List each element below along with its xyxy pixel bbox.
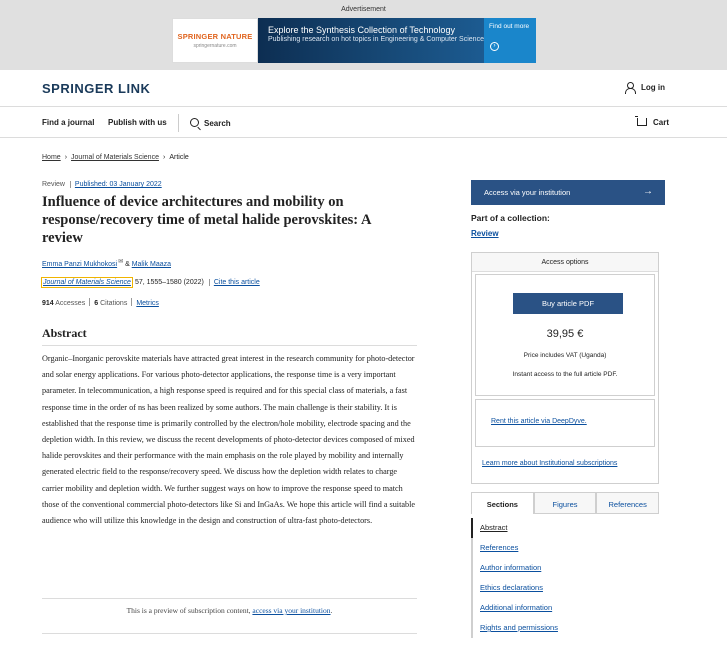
- ad-brand2: NATURE: [220, 32, 253, 41]
- access-options-heading: Access options: [472, 253, 658, 272]
- citations-count: 6: [94, 300, 99, 307]
- ad-brand-url: springernature.com: [193, 43, 237, 49]
- chevron-right-icon: ›: [490, 42, 499, 51]
- cart-label: Cart: [653, 118, 670, 127]
- toc-author-information[interactable]: Author information: [480, 563, 542, 572]
- publish-link[interactable]: Publish with us: [108, 118, 167, 127]
- search-icon: [190, 118, 199, 127]
- ad-headline: Explore the Synthesis Collection of Technology: [268, 25, 455, 35]
- article-meta: [42, 181, 162, 188]
- breadcrumb: [42, 154, 189, 161]
- accesses-count: 914: [42, 300, 54, 307]
- vat-note: Price includes VAT (Uganda): [523, 352, 607, 359]
- login-button[interactable]: [625, 82, 665, 93]
- rent-box: [475, 399, 655, 447]
- journal-link[interactable]: Journal of Materials Science: [43, 279, 131, 286]
- abstract-heading: Abstract: [42, 326, 87, 340]
- preview-notice: [42, 598, 417, 634]
- rent-deepdyve-link[interactable]: Rent this article via DeepDyve.: [491, 418, 587, 425]
- ad-subline: Publishing research on hot topics in Engineering & Computer Science: [268, 36, 484, 43]
- author-separator: &: [125, 261, 130, 268]
- cart-icon: [637, 118, 647, 126]
- arrow-right-icon: →: [643, 186, 653, 197]
- cite-article-link[interactable]: Cite this article: [209, 279, 260, 286]
- toc-additional-information[interactable]: Additional information: [480, 603, 553, 612]
- tab-references[interactable]: References: [596, 492, 659, 514]
- buy-pdf-button[interactable]: Buy article PDF: [513, 293, 623, 314]
- tab-sections[interactable]: Sections: [471, 492, 534, 514]
- ad-banner[interactable]: [172, 18, 536, 63]
- toc-rights-permissions[interactable]: Rights and permissions: [480, 623, 558, 632]
- preview-text: This is a preview of subscription content,: [126, 606, 251, 615]
- envelope-icon[interactable]: ✉: [118, 259, 124, 265]
- author-link[interactable]: Malik Maaza: [131, 261, 171, 268]
- collection-heading: Part of a collection:: [471, 213, 550, 223]
- ad-cta-button[interactable]: [484, 18, 536, 63]
- user-icon: [625, 82, 635, 93]
- instant-access-note: Instant access to the full article PDF.: [512, 371, 618, 378]
- article-type: Review: [42, 181, 65, 188]
- springer-nature-logo: [172, 18, 258, 63]
- abstract-text: Organic–Inorganic perovskite materials have attracted great interest in the research community for photo-detector and solar energy applications. For various photo-detector applications, the response time is a very important parameter. In telecommunication, a high response speed is required and for this special class of materials, a fast response time in the order of ns has been realized by some authors. The main challenge is their stability. It is established that the response time is primarily controlled by the electron/hole mobility, electrode spacing and the depletion width. In this review, we discuss the recent developments of photo-detector devices composed of mixed halide perovskites and their performance with the main emphasis on the role played by mobility and internally generated electric field to the response/recovery speed. We discuss how the depletion width relates to charge carrier mobility and depletion width. We further suggest ways on how to improve the response speed to match those of the conventional commercial photo-detectors like Si and InGaAs. We hope this article will find a suitable audience who will utilize this knowledge in the design and construction of ultra-fast photo-detectors.: [42, 354, 415, 526]
- collection-link[interactable]: Review: [471, 229, 499, 238]
- access-button-label: Access via your institution: [484, 188, 571, 197]
- sections-tabs: [471, 492, 659, 514]
- metrics-divider: [89, 298, 90, 306]
- springer-link-logo[interactable]: SPRINGER LINK: [42, 81, 151, 96]
- volume-info: 57, 1555–1580 (2022): [134, 279, 204, 286]
- toc-abstract[interactable]: Abstract: [471, 518, 659, 538]
- published-date-link[interactable]: Published: 03 January 2022: [70, 181, 162, 188]
- price: 39,95 €: [546, 328, 584, 340]
- citations-label: Citations: [100, 300, 128, 307]
- article-metrics: [42, 298, 159, 307]
- site-header: [0, 70, 727, 107]
- access-institution-link[interactable]: access via your institution: [252, 606, 331, 615]
- login-label: Log in: [641, 83, 665, 92]
- ad-content[interactable]: [258, 18, 484, 63]
- search-button[interactable]: [190, 118, 231, 128]
- accesses-label: Accesses: [55, 300, 86, 307]
- tab-figures[interactable]: Figures: [534, 492, 597, 514]
- breadcrumb-sep: ›: [64, 154, 68, 161]
- search-label: Search: [204, 119, 231, 128]
- nav-divider: [178, 114, 179, 132]
- toc-references[interactable]: References: [480, 543, 519, 552]
- author-link[interactable]: Emma Panzi Mukhokosi: [42, 261, 118, 268]
- ad-label: Advertisement: [341, 6, 386, 13]
- breadcrumb-current: Article: [169, 154, 189, 161]
- breadcrumb-sep: ›: [162, 154, 166, 161]
- ad-cta-label: Find out more: [489, 23, 530, 30]
- cart-button[interactable]: [637, 118, 669, 127]
- institutional-subscriptions-link[interactable]: Learn more about Institutional subscriptions: [482, 460, 618, 467]
- abstract-divider: [42, 345, 417, 346]
- access-institution-button[interactable]: [471, 180, 665, 205]
- find-journal-link[interactable]: Find a journal: [42, 118, 95, 127]
- breadcrumb-home[interactable]: Home: [42, 154, 61, 161]
- metrics-link[interactable]: Metrics: [136, 300, 159, 307]
- main-nav: [0, 108, 727, 138]
- author-list: [42, 258, 171, 268]
- toc-ethics-declarations[interactable]: Ethics declarations: [480, 583, 543, 592]
- breadcrumb-journal[interactable]: Journal of Materials Science: [71, 154, 159, 161]
- ad-brand: SPRINGER: [177, 32, 219, 41]
- article-title: Influence of device architectures and mobility on response/recovery time of metal halide perovskites: A review: [42, 194, 371, 246]
- journal-info: [42, 278, 260, 287]
- metrics-divider: [131, 298, 132, 306]
- buy-pdf-box: [475, 274, 655, 396]
- access-options-panel: [471, 252, 659, 484]
- preview-end: .: [330, 606, 333, 615]
- advertisement-bar: [0, 0, 727, 70]
- table-of-contents: [471, 518, 659, 638]
